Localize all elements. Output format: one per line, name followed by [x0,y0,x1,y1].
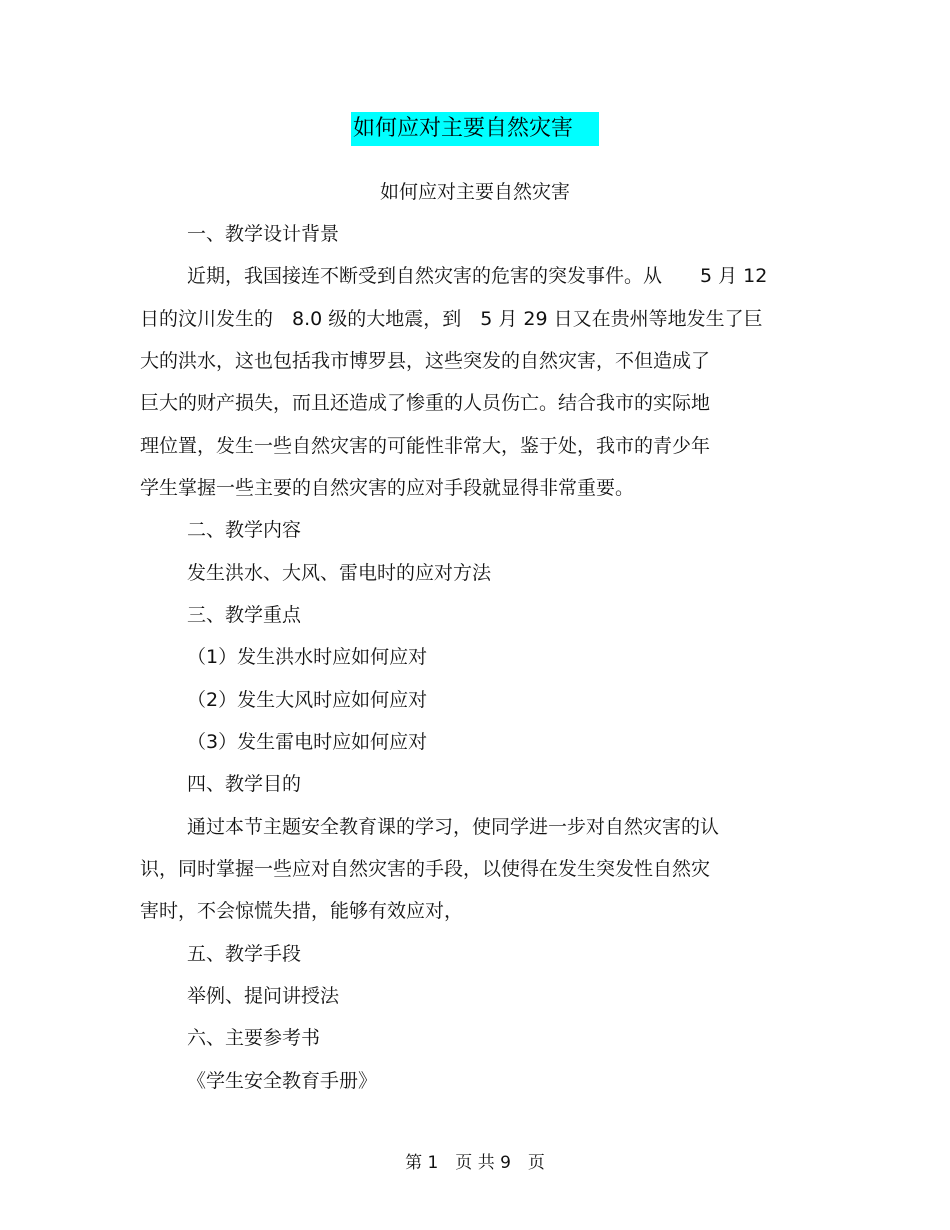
list-item: （2）发生大风时应如何应对 [187,689,428,711]
paragraph-line: 理位置，发生一些自然灾害的可能性非常大，鉴于处，我市的青少年 [140,435,711,457]
paragraph-line: 害时，不会惊慌失措，能够有效应对， [140,900,464,922]
section-heading: 三、教学重点 [187,604,302,626]
paragraph-line: 通过本节主题安全教育课的学习，使同学进一步对自然灾害的认 [187,816,720,838]
section-heading: 一、教学设计背景 [187,223,340,245]
paragraph-line: 《学生安全教育手册》 [187,1070,378,1092]
page-footer: 第 1 页 共 9 页 [405,1153,545,1173]
section-heading: 五、教学手段 [187,943,302,965]
paragraph-line: 识，同时掌握一些应对自然灾害的手段，以使得在发生突发性自然灾 [140,858,711,880]
section-heading: 四、教学目的 [187,773,302,795]
document-title-row [0,112,950,146]
document-title: 如何应对主要自然灾害 [351,112,599,146]
paragraph-line: 巨大的财产损失，而且还造成了惨重的人员伤亡。结合我市的实际地 [140,392,711,414]
section-heading: 六、主要参考书 [187,1027,321,1049]
paragraph-line: 大的洪水，这也包括我市博罗县，这些突发的自然灾害，不但造成了 [140,350,711,372]
list-item: （3）发生雷电时应如何应对 [187,731,428,753]
paragraph-line: 日的汶川发生的 8.0 级的大地震，到 5 月 29 日又在贵州等地发生了巨 [140,308,763,330]
document-subtitle: 如何应对主要自然灾害 [379,181,570,203]
list-item: （1）发生洪水时应如何应对 [187,646,428,668]
paragraph-line: 发生洪水、大风、雷电时的应对方法 [187,562,492,584]
section-heading: 二、教学内容 [187,519,302,541]
paragraph-line: 学生掌握一些主要的自然灾害的应对手段就显得非常重要。 [140,477,635,499]
paragraph-line: 近期，我国接连不断受到自然灾害的危害的突发事件。从 5 月 12 [187,265,768,287]
paragraph-line: 举例、提问讲授法 [187,985,340,1007]
